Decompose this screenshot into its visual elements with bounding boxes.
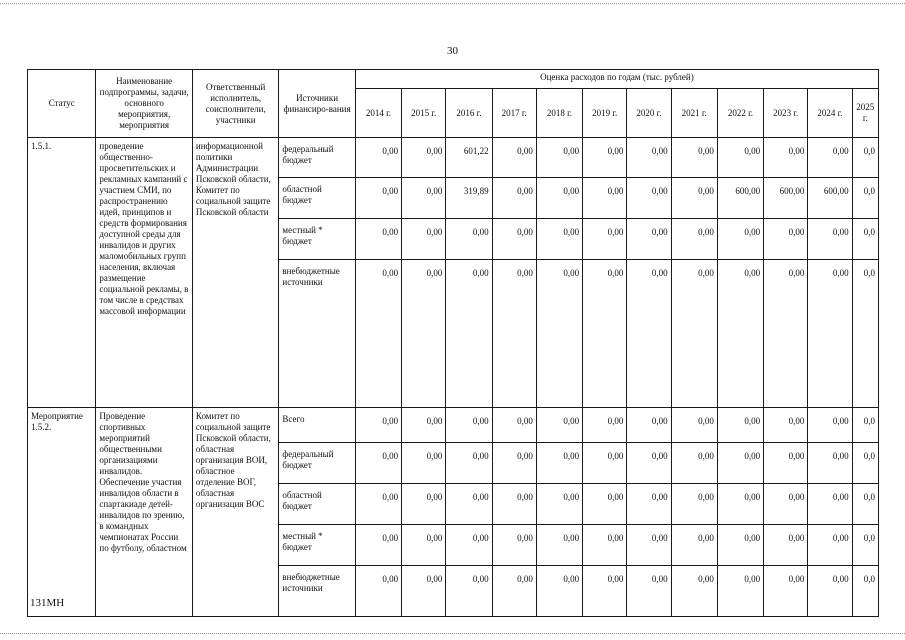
source-cell: областной бюджет [279, 178, 355, 219]
value-cell: 0,00 [536, 443, 582, 484]
value-cell: 601,22 [446, 138, 492, 178]
value-cell: 0,00 [764, 484, 808, 525]
responsible-cell: Комитет по социальной защите Псковской области, областная организация ВОИ, областное отделение ВОГ, областная организация ВОС [192, 408, 278, 617]
value-cell: 0,00 [764, 566, 808, 617]
value-cell: 0,0 [852, 566, 878, 617]
value-cell: 0,00 [402, 525, 446, 566]
value-cell: 0,00 [492, 138, 536, 178]
value-cell: 0,00 [583, 525, 627, 566]
value-cell: 0,00 [402, 443, 446, 484]
value-cell: 0,00 [536, 408, 582, 443]
value-cell: 0,00 [583, 443, 627, 484]
value-cell: 0,00 [402, 219, 446, 260]
value-cell: 0,00 [446, 219, 492, 260]
header-year: 2018 г. [536, 89, 582, 138]
header-year: 2014 г. [355, 89, 401, 138]
source-cell: федеральный бюджет [279, 138, 355, 178]
value-cell: 0,00 [764, 219, 808, 260]
value-cell: 0,00 [671, 566, 717, 617]
value-cell: 0,00 [808, 443, 852, 484]
value-cell: 0,00 [446, 260, 492, 408]
header-year: 2025 г. [852, 89, 878, 138]
value-cell: 0,00 [764, 138, 808, 178]
value-cell: 0,00 [717, 260, 763, 408]
value-cell: 600,00 [808, 178, 852, 219]
value-cell: 0,0 [852, 138, 878, 178]
header-year: 2024 г. [808, 89, 852, 138]
value-cell: 0,00 [717, 443, 763, 484]
header-year: 2020 г. [627, 89, 671, 138]
value-cell: 0,00 [402, 178, 446, 219]
value-cell: 0,00 [402, 260, 446, 408]
value-cell: 0,0 [852, 260, 878, 408]
value-cell: 0,00 [717, 138, 763, 178]
value-cell: 0,00 [627, 566, 671, 617]
value-cell: 0,0 [852, 219, 878, 260]
status-cell: 1.5.1. [28, 138, 96, 408]
value-cell: 0,00 [583, 178, 627, 219]
value-cell: 0,00 [627, 443, 671, 484]
value-cell: 0,00 [536, 178, 582, 219]
value-cell: 0,00 [355, 260, 401, 408]
value-cell: 0,00 [583, 138, 627, 178]
header-year: 2019 г. [583, 89, 627, 138]
source-cell: Всего [279, 408, 355, 443]
value-cell: 0,00 [808, 260, 852, 408]
value-cell: 0,00 [717, 525, 763, 566]
value-cell: 0,00 [808, 219, 852, 260]
value-cell: 0,00 [671, 178, 717, 219]
value-cell: 0,0 [852, 178, 878, 219]
source-cell: местный * бюджет [279, 525, 355, 566]
value-cell: 0,00 [355, 219, 401, 260]
value-cell: 0,00 [402, 566, 446, 617]
value-cell: 0,00 [402, 484, 446, 525]
value-cell: 0,00 [808, 525, 852, 566]
value-cell: 0,0 [852, 484, 878, 525]
value-cell: 0,00 [536, 525, 582, 566]
value-cell: 0,00 [536, 566, 582, 617]
source-cell: местный * бюджет [279, 219, 355, 260]
value-cell: 0,00 [492, 484, 536, 525]
value-cell: 0,00 [355, 178, 401, 219]
value-cell: 0,00 [627, 408, 671, 443]
value-cell: 0,00 [671, 484, 717, 525]
value-cell: 0,00 [355, 443, 401, 484]
header-sources: Источники финансиро-вания [279, 70, 355, 138]
value-cell: 0,00 [446, 443, 492, 484]
description-cell: Проведение спортивных мероприятий общественными организациями инвалидов. Обеспечение участия инвалидов области в спартакиаде детей-инвалидов по зрению, в командных чемпионатах России по футболу, областном [96, 408, 193, 617]
value-cell: 600,00 [717, 178, 763, 219]
value-cell: 0,00 [355, 138, 401, 178]
value-cell: 0,00 [492, 260, 536, 408]
value-cell: 0,00 [492, 178, 536, 219]
value-cell: 0,00 [627, 138, 671, 178]
value-cell: 0,00 [402, 138, 446, 178]
value-cell: 0,00 [536, 484, 582, 525]
value-cell: 0,00 [446, 525, 492, 566]
header-status: Статус [28, 70, 96, 138]
header-year: 2021 г. [671, 89, 717, 138]
header-year: 2016 г. [446, 89, 492, 138]
value-cell: 0,00 [671, 219, 717, 260]
responsible-cell: информационной политики Администрации Псковской области, Комитет по социальной защите Псковской области [192, 138, 278, 408]
value-cell: 0,00 [492, 443, 536, 484]
value-cell: 0,00 [402, 408, 446, 443]
value-cell: 0,00 [671, 138, 717, 178]
header-year: 2017 г. [492, 89, 536, 138]
value-cell: 0,00 [627, 219, 671, 260]
value-cell: 0,00 [536, 219, 582, 260]
value-cell: 0,00 [355, 566, 401, 617]
value-cell: 0,00 [492, 219, 536, 260]
value-cell: 0,00 [808, 138, 852, 178]
value-cell: 0,00 [764, 443, 808, 484]
value-cell: 0,00 [627, 260, 671, 408]
value-cell: 0,00 [717, 219, 763, 260]
scan-edge-top [0, 3, 905, 4]
value-cell: 0,00 [583, 260, 627, 408]
status-cell: Мероприятие 1.5.2. [28, 408, 96, 617]
value-cell: 0,00 [764, 525, 808, 566]
value-cell: 0,00 [536, 260, 582, 408]
value-cell: 0,0 [852, 408, 878, 443]
value-cell: 319,89 [446, 178, 492, 219]
table-row [28, 408, 879, 443]
header-name: Наименование подпрограммы, задачи, основного мероприятия, мероприятия [96, 70, 193, 138]
header-year: 2015 г. [402, 89, 446, 138]
source-cell: внебюджетные источники [279, 566, 355, 617]
value-cell: 0,00 [583, 408, 627, 443]
value-cell: 0,00 [717, 408, 763, 443]
value-cell: 0,00 [446, 566, 492, 617]
value-cell: 0,00 [583, 566, 627, 617]
value-cell: 0,00 [717, 566, 763, 617]
source-cell: областной бюджет [279, 484, 355, 525]
value-cell: 0,00 [446, 408, 492, 443]
header-estimate: Оценка расходов по годам (тыс. рублей) [355, 70, 878, 89]
value-cell: 0,00 [355, 408, 401, 443]
header-year: 2022 г. [717, 89, 763, 138]
value-cell: 0,00 [627, 525, 671, 566]
table-row [28, 138, 879, 178]
value-cell: 0,00 [717, 484, 763, 525]
value-cell: 0,00 [492, 408, 536, 443]
value-cell: 600,00 [764, 178, 808, 219]
value-cell: 0,00 [446, 484, 492, 525]
value-cell: 0,00 [671, 408, 717, 443]
source-cell: внебюджетные источники [279, 260, 355, 408]
footer-code: 131МН [30, 597, 65, 609]
value-cell: 0,00 [627, 484, 671, 525]
value-cell: 0,00 [671, 443, 717, 484]
budget-table [27, 69, 879, 617]
value-cell: 0,0 [852, 443, 878, 484]
value-cell: 0,00 [671, 260, 717, 408]
value-cell: 0,00 [764, 260, 808, 408]
description-cell: проведение общественно-просветительских и рекламных кампаний с участием СМИ, по распространению идей, принципов и средств формирования доступной среды для инвалидов и других маломобильных групп населения, включая размещение социальной рекламы, в том числе в средствах массовой информации [96, 138, 193, 408]
value-cell: 0,00 [492, 566, 536, 617]
source-cell: федеральный бюджет [279, 443, 355, 484]
value-cell: 0,00 [492, 525, 536, 566]
value-cell: 0,00 [808, 484, 852, 525]
value-cell: 0,00 [808, 408, 852, 443]
value-cell: 0,00 [808, 566, 852, 617]
value-cell: 0,0 [852, 525, 878, 566]
header-responsible: Ответственный исполнитель, соисполнители, участники [192, 70, 278, 138]
value-cell: 0,00 [583, 219, 627, 260]
value-cell: 0,00 [536, 138, 582, 178]
header-year: 2023 г. [764, 89, 808, 138]
value-cell: 0,00 [355, 484, 401, 525]
value-cell: 0,00 [671, 525, 717, 566]
page-number: 30 [447, 45, 458, 57]
scan-edge-bottom [0, 633, 905, 634]
value-cell: 0,00 [764, 408, 808, 443]
value-cell: 0,00 [583, 484, 627, 525]
value-cell: 0,00 [355, 525, 401, 566]
value-cell: 0,00 [627, 178, 671, 219]
